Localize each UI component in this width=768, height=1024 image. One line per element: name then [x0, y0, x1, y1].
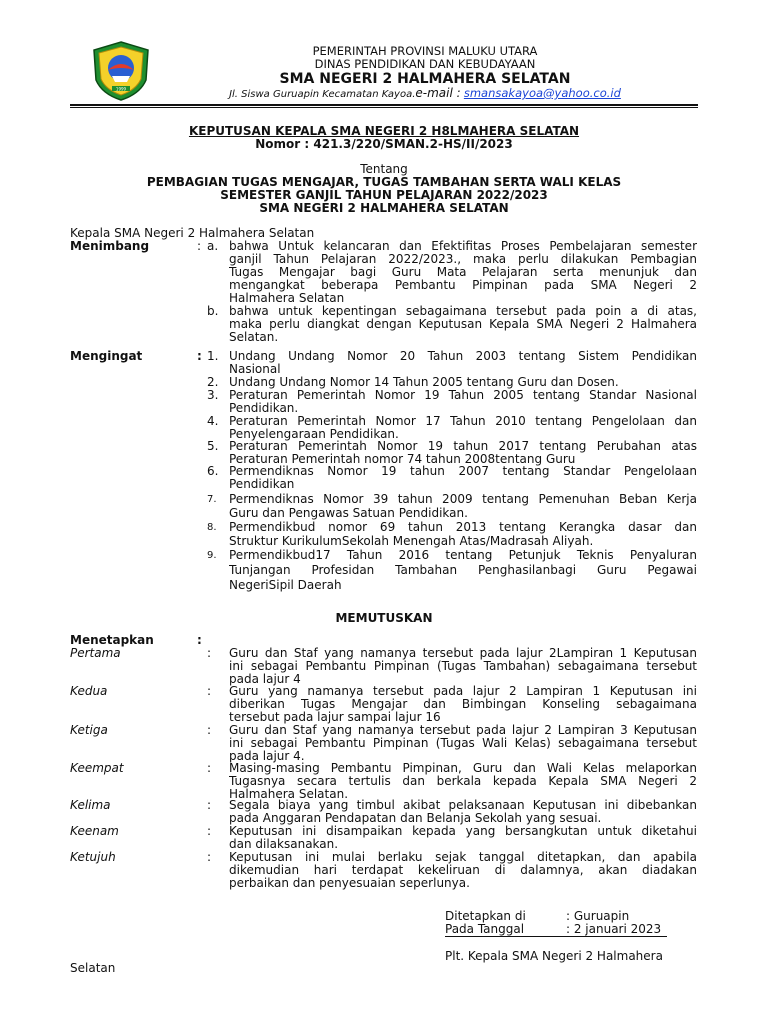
- letterhead-rule-thick: [70, 104, 698, 106]
- letterhead-address: [170, 87, 680, 101]
- ketujuh-colon: :: [207, 850, 212, 864]
- text-line: dikemudian hari terdapat kekeliruan di dalamnya, akan diadakan: [229, 864, 697, 877]
- text-line: pada lajur 4: [229, 673, 301, 686]
- mengingat-item-7: [229, 492, 697, 520]
- mengingat-item-2: [229, 376, 697, 389]
- text-line: Peraturan Pemerintah nomor 74 tahun 2008tentang Guru: [229, 453, 576, 466]
- ketiga-label: Ketiga: [70, 723, 108, 737]
- text-line: Guru dan Pengawas Satuan Pendidikan.: [229, 506, 468, 520]
- decree-subject-line1: PEMBAGIAN TUGAS MENGAJAR, TUGAS TAMBAHAN SERTA WALI KELAS: [146, 175, 622, 189]
- text-line: Segala biaya yang timbul akibat pelaksanaan Keputusan ini dibebankan: [229, 799, 697, 812]
- address-text: Jl. Siswa Guruapin Kecamatan Kayoa.: [229, 89, 416, 100]
- text-line: Tunjangan Profesidan Tambahan Penghasilanbagi Guru Pegawai: [229, 563, 697, 577]
- text-line: Permendiknas Nomor 19 tahun 2007 tentang Standar Pengelolaan: [229, 465, 697, 478]
- text-line: Masing-masing Pembantu Pimpinan, Guru dan Wali Kelas melaporkan: [229, 762, 697, 775]
- text-line: Halmahera Selatan: [229, 292, 345, 305]
- text-line: ini sebagai Pembantu Pimpinan (Tugas Tambahan) sebagaimana tersebut: [229, 660, 697, 673]
- text-line: Tugas Mengajar bagi Guru Mata Pelajaran serta menunjuk dan: [229, 266, 697, 279]
- mengingat-item-1: [229, 350, 697, 376]
- text-line: Guru dan Staf yang namanya tersebut pada lajur 2 Lampiran 3 Keputusan: [229, 724, 697, 737]
- decree-authority: Kepala SMA Negeri 2 Halmahera Selatan: [70, 226, 315, 240]
- text-line: mengangkat beberapa Pembantu Pimpinan pada SMA Negeri 2: [229, 279, 697, 292]
- decree-subject-line2: SEMESTER GANJIL TAHUN PELAJARAN 2022/2023: [220, 188, 548, 202]
- text-line: Penyelengaraan Pendidikan.: [229, 428, 399, 441]
- ketiga-text: [229, 724, 697, 763]
- text-line: Selatan.: [229, 331, 279, 344]
- mengingat-mark-1: 1.: [207, 349, 219, 363]
- mengingat-mark-3: 3.: [207, 388, 219, 402]
- text-line: ini sebagai Pembantu Pimpinan (Tugas Wali Kelas) sebagaimana tersebut: [229, 737, 697, 750]
- keempat-text: [229, 762, 697, 801]
- logo-year: 1999: [115, 86, 127, 92]
- decree-about: Tentang: [360, 162, 408, 176]
- mengingat-mark-2: 2.: [207, 375, 219, 389]
- keempat-label: Keempat: [70, 761, 124, 775]
- regency-emblem-logo: [90, 40, 152, 102]
- menimbang-mark-b: b.: [207, 304, 219, 318]
- menimbang-colon: :: [197, 239, 202, 253]
- mengingat-item-9: [229, 548, 697, 593]
- kelima-label: Kelima: [70, 798, 111, 812]
- signature-official: Plt. Kepala SMA Negeri 2 Halmahera: [445, 949, 663, 963]
- text-line: Nasional: [229, 363, 281, 376]
- ketiga-colon: :: [207, 723, 212, 737]
- mengingat-mark-8: 8.: [207, 522, 217, 533]
- kedua-label: Kedua: [70, 684, 108, 698]
- text-line: pada Anggaran Pendapatan dan Belanja Sekolah yang sesuai.: [229, 812, 602, 825]
- mengingat-mark-6: 6.: [207, 464, 219, 478]
- text-line: Permendikbud17 Tahun 2016 tentang Petunjuk Teknis Penyaluran: [229, 548, 697, 562]
- keenam-label: Keenam: [70, 824, 119, 838]
- mengingat-item-5: [229, 440, 697, 466]
- keempat-colon: :: [207, 761, 212, 775]
- text-line: Halmahera Selatan.: [229, 788, 349, 801]
- decree-subject-line3: SMA NEGERI 2 HALMAHERA SELATAN: [259, 201, 509, 215]
- text-line: Pendidikan: [229, 478, 295, 491]
- letterhead-province: PEMERINTAH PROVINSI MALUKU UTARA: [312, 44, 538, 58]
- text-line: Peraturan Pemerintah Nomor 19 Tahun 2005 tentang Standar Nasional: [229, 389, 697, 402]
- text-line: Pendidikan.: [229, 402, 299, 415]
- text-line: Permendiknas Nomor 39 tahun 2009 tentang Pemenuhan Beban Kerja: [229, 492, 697, 506]
- letterhead-department: DINAS PENDIDIKAN DAN KEBUDAYAAN: [314, 57, 536, 71]
- text-line: pada lajur 4.: [229, 750, 305, 763]
- text-line: Undang Undang Nomor 14 Tahun 2005 tentang Guru dan Dosen.: [229, 376, 619, 389]
- pertama-colon: :: [207, 646, 212, 660]
- menetapkan-label: Menetapkan: [70, 633, 154, 647]
- text-line: Peraturan Pemerintah Nomor 17 Tahun 2010 tentang Pengelolaan dan: [229, 415, 697, 428]
- mengingat-label: Mengingat: [70, 349, 143, 363]
- kelima-colon: :: [207, 798, 212, 812]
- pertama-label: Pertama: [70, 646, 121, 660]
- mengingat-mark-7: 7.: [207, 494, 217, 505]
- text-line: Guru yang namanya tersebut pada lajur 2 Lampiran 1 Keputusan ini: [229, 685, 697, 698]
- email-label: e-mail :: [415, 86, 461, 100]
- text-line: diberikan Tugas Mengajar dan Bimbingan Konseling sebagaimana: [229, 698, 697, 711]
- signature-date-label: Pada Tanggal: [445, 922, 525, 936]
- menimbang-item-a: [229, 240, 697, 305]
- text-line: bahwa untuk kepentingan sebagaimana tersebut pada poin a di atas,: [229, 305, 697, 318]
- ketujuh-label: Ketujuh: [70, 850, 116, 864]
- decree-title: KEPUTUSAN KEPALA SMA NEGERI 2 H8LMAHERA SELATAN: [188, 124, 580, 138]
- letterhead-school: SMA NEGERI 2 HALMAHERA SELATAN: [279, 71, 571, 87]
- mengingat-mark-5: 5.: [207, 439, 219, 453]
- kedua-text: [229, 685, 697, 724]
- signature-place-value: : Guruapin: [566, 909, 630, 923]
- mengingat-item-6: [229, 465, 697, 491]
- text-line: Keputusan ini mulai berlaku sejak tanggal ditetapkan, dan apabila: [229, 851, 697, 864]
- ketujuh-text: [229, 851, 697, 890]
- mengingat-mark-4: 4.: [207, 414, 219, 428]
- text-line: Tugasnya secara tertulis dan berkala kepada Kepala SMA Negeri 2: [229, 775, 697, 788]
- text-line: Undang Undang Nomor 20 Tahun 2003 tentang Sistem Pendidikan: [229, 350, 697, 363]
- menimbang-item-b: [229, 305, 697, 344]
- text-line: maka perlu diangkat dengan Keputusan Kepala SMA Negeri 2 Halmahera: [229, 318, 697, 331]
- keenam-text: [229, 825, 697, 851]
- memutuskan-heading: MEMUTUSKAN: [335, 611, 433, 625]
- signature-divider: [445, 936, 667, 937]
- text-line: tersebut pada lajur sampai lajur 16: [229, 711, 441, 724]
- keenam-colon: :: [207, 824, 212, 838]
- email-link[interactable]: smansakayoa@yahoo.co.id: [463, 86, 621, 100]
- text-line: ganjil Tahun Pelajaran 2022/2023., maka perlu dilakukan Pembagian: [229, 253, 697, 266]
- text-line: Keputusan ini disampaikan kepada yang bersangkutan untuk diketahui: [229, 825, 697, 838]
- mengingat-mark-9: 9.: [207, 550, 217, 561]
- mengingat-item-4: [229, 415, 697, 441]
- text-line: Permendikbud nomor 69 tahun 2013 tentang Kerangka dasar dan: [229, 520, 697, 534]
- signature-place-label: Ditetapkan di: [445, 909, 526, 923]
- mengingat-item-3: [229, 389, 697, 415]
- text-line: dan dilaksanakan.: [229, 838, 339, 851]
- mengingat-item-8: [229, 520, 697, 548]
- menimbang-label: Menimbang: [70, 239, 150, 253]
- text-line: Struktur KurikulumSekolah Menengah Atas/Madrasah Aliyah.: [229, 534, 594, 548]
- text-line: perbaikan dan penyesuaian seperlunya.: [229, 877, 470, 890]
- text-line: bahwa Untuk kelancaran dan Efektifitas Proses Pembelajaran semester: [229, 240, 697, 253]
- menimbang-mark-a: a.: [207, 239, 219, 253]
- signature-date-value: : 2 januari 2023: [566, 922, 662, 936]
- mengingat-colon: :: [197, 349, 202, 363]
- text-line: Guru dan Staf yang namanya tersebut pada lajur 2Lampiran 1 Keputusan: [229, 647, 697, 660]
- kelima-text: [229, 799, 697, 825]
- letterhead-rule-thin: [70, 107, 698, 108]
- text-line: NegeriSipil Daerah: [229, 578, 342, 592]
- decree-number: Nomor : 421.3/220/SMAN.2-HS/II/2023: [255, 137, 513, 151]
- pertama-text: [229, 647, 697, 686]
- text-line: Peraturan Pemerintah Nomor 19 tahun 2017 tentang Perubahan atas: [229, 440, 697, 453]
- kedua-colon: :: [207, 684, 212, 698]
- signature-official-cont: Selatan: [70, 961, 116, 975]
- menetapkan-colon: :: [197, 633, 202, 647]
